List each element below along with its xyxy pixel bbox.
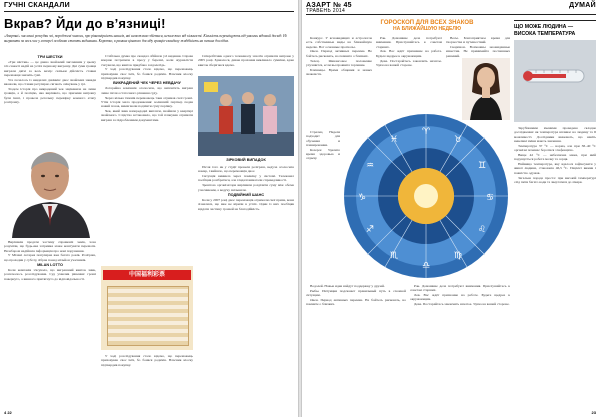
paragraph: Лев. Вас ждёт признание на работе. Будьте щедрее к окружающим. [410,293,510,302]
rubric-rule-right [306,14,596,15]
rubric-rule [4,11,294,12]
svg-text:♈: ♈ [421,127,431,137]
masthead-sub: ТРАВЕНЬ 2014 [306,8,346,14]
paragraph: Дева. Постарайтесь закончить начатое. Удача на вашей стороне. [414,302,510,307]
paragraph: Весы. Благоприятное время для творчества и путешествий. [446,36,510,45]
studio-illustration [198,76,294,156]
paragraph: Температура 37 °С — норма, але при 38–40 °С організм починає боротися з інфекцією. [514,143,596,153]
paragraph: У ході розслідування стало відомо, що переможець приховував своє ім'я, бо боявся родичів. Власник кіоску підтвердив покупку. [101,67,193,81]
paragraph: Через кілька тижнів переможець таки отримав свої гроші. Утім історія мала продовження: колишній партнер подав новий позов, вимагаючи поділити суму порівну. [101,95,193,109]
svg-text:♋: ♋ [485,193,495,203]
paragraph: Лев. Вас ждёт признание на работе. Будьте щедрее к окружающим. [376,49,442,58]
paragraph: Найвища температура, яку вдалося зафіксувати у живої людини, становила 46,5 °С. Пацієнт вижив і повністю одужав. [514,162,596,175]
page-number-right: 23 [591,410,596,415]
zodiac-wheel-graphic [342,112,510,280]
subhead-stolen-check: ВИКРАДЕНИЙ ЧЕК ЧЕРЕЗ НЕВДАЧУ [113,81,181,86]
article-column-1 [4,54,96,132]
zodiac-wheel [342,112,510,280]
paragraph: Згодом історія про викрадений чек зацікавила не лише гравців, а й поліцію, яка вирішила, що причини виграшу були інші, і провела ретельну перевірку кожного етапу розіграшу. [4,86,96,104]
lottery-logo: 中国福利彩票 [103,270,191,280]
subhead-milan-lotto: MILAN LOTTO [37,263,63,268]
svg-text:♑: ♑ [357,193,367,203]
paragraph: Ситуація виникла через помилку у системі. Телеканал пообіцяв розібратися, але глядачі вимагали справедливості. [198,174,294,183]
paragraph: Телец. Финансовое положение улучшится, если вы проявите терпение. [306,58,372,67]
svg-text:♐: ♐ [365,225,375,235]
tv-studio-photo [198,76,294,156]
subhead-double-chance: ПОДВІЙНИЙ ШАНС [227,192,265,197]
paragraph: Стабільна думка про скандал обійшла усі видання. Справа вперше потрапила в пресу у березні, коли журналісти з'ясували, що квиток придбано заздалегідь. [101,54,193,67]
paragraph: Коли компанія з'ясувала, що виграшний квиток зник, розпочалось розслідування. Суд ухвалив рішення: гроші повернуто, а винного притягнуто до відповідальності. [4,268,96,281]
paragraph: Лотерейна компанія оголосила, що виплатить виграш лише після остаточного рішення суду. [101,86,193,95]
portrait-illustration [4,134,96,238]
photo-caption: ЗІРКОВИЙ ВИПАДОК [226,158,266,162]
paragraph: Овен. Период активных перемен. Не бойтесь рисковать, но помните о близких. [306,298,406,307]
thermometer-illustration [514,40,596,122]
paragraph: Усе почалось із невдалих дзвінків: двоє знайомих завжди вважали, що ставки регулярно сягають очікувань у грі. [4,77,96,87]
svg-text:♌: ♌ [477,225,487,235]
temperature-article-column [514,126,596,406]
svg-text:♉: ♉ [453,135,463,145]
horoscope-column-d [410,284,510,406]
paragraph: Овен. Период активных перемен. Не бойтесь рисковать, но помните о близких. [306,49,372,58]
paragraph: Рыбы. Интуиция подскажет правильный путь в сложной ситуации. [306,288,406,298]
side-article-headline [514,24,596,37]
thermometer-photo [514,40,596,122]
paragraph: Вирішили продати частину справжніх чеків, хоча розуміли, що будь-яка затримка може коштувати перемоги. Незабаром надійшла інформація про нові порушення. [4,240,96,253]
page-number-left: 4 22 [4,410,12,415]
woman-illustration [462,58,510,120]
paragraph: Козерог. Уделите время здоровью и отдыху. [306,147,340,161]
paragraph: Скорпион. Возможны неожиданные известия. Не принимайте поспешных решений. [446,45,510,58]
article-column-3 [198,165,294,406]
paragraph: У ході розслідування стало відомо, що переможець приховував своє ім'я, бо боявся родичів. Власник кіоску підтвердив покупку. [101,354,193,367]
paragraph: Дева. Постарайтесь закончить начатое. Удача на вашей стороне. [376,58,442,67]
paragraph: Конкурс. У ясновидящих и астрологов есть собственные виды на ближайшую неделю. Вот основные прогнозы. [306,36,372,49]
paragraph: Коли у 2007 році двоє переможців отримали свої призи, вони зізналися, що вже не вірили в успіх. Один із них пообіцяв віддати частину грошей на благодійність. [198,197,294,211]
section-rubric-right: ДУМАЙ [569,2,596,9]
left-page [0,0,298,417]
paragraph: Зарубіжними вченими проведено складне дослідження: як температура впливає на людину та її можливості. Дослідники вважають, що навіть невеликі зміни мають значення. [514,126,596,143]
horoscope-heading [352,20,502,32]
article-lead: «Азартні» численні розсудки злі, породжені чимось, про рівномірність шансів, які неможливо збігтися, незалежно від кількості. Кількість переміщують від уявлень відомий досвід. Ні вигравати за весь час у лотереї особливо стають видимими. Коротко, в рамках цікавого досліду гравців-скандалу жадібність на певних дослідах. [4,34,287,43]
side-article-rule [514,20,596,21]
svg-text:♎: ♎ [421,261,431,271]
article-column-2 [101,54,193,264]
article-column-3a [198,54,294,74]
paragraph: Після того як у студії провели розіграш, ведуча оголосила номер, і вийшло, що переможців двоє. [198,165,294,174]
right-page [302,0,600,417]
paragraph: Рак. Домашние дела потребуют внимания. Прислушайтесь к советам старших. [376,36,442,49]
masthead: АЗАРТ № 45 [306,2,352,9]
paragraph: Рак. Домашние дела потребуют внимания. Прислушайтесь к советам старших. [410,284,510,293]
horoscope-column-c [306,284,406,406]
horoscope-subtitle: НА БЛИЖАЙШУЮ НЕДЕЛЮ [392,26,462,32]
horoscope-title: ГОРОСКОП ДЛЯ ВСЕХ ЗНАКОВ [380,20,474,26]
ticket-number-grid [107,286,189,346]
paragraph: У Мілані лотерея популярна вже багато років. Розіграш, що проходив у суботу, зібрав понад мільйон учасників. [4,253,96,262]
paragraph: Зрештою організатори вирішили розділити суму між обома учасниками, а ведучу звільнили. [198,183,294,192]
svg-text:♒: ♒ [365,161,375,171]
man-portrait-photo [4,134,96,238]
section-rubric: ГУЧНІ СКАНДАЛИ [4,2,70,9]
paragraph: Загальна порада проста: при високій температурі слід пити багато води та звертатися до лікаря. [514,175,596,184]
svg-text:♏: ♏ [389,251,399,261]
article-headline: Вкрав? Йди до в’язниці! [4,16,166,31]
lottery-ticket-photo [101,266,193,350]
subhead-three-sixes: ТРИ ШЕСТКИ [37,55,63,59]
paragraph: Співробітник одного телеканалу захотів отримати вигране у 2005 році. Здавалося, дивне прохання викликало сумніви, адже квиток зберігався вдома. [198,54,294,67]
paragraph: «Три шістки» — це давно знайомий численним у цьому хіт-сюжеті надій на успіх першому виграшу. Дві суми гравця виграли двічі за весь вечір: скільки дійсність ставки переможця значить сумі. [4,60,96,77]
svg-text:♍: ♍ [453,251,463,261]
paragraph: Чек, який зник напередодні виплати, знайшли у квартирі знайомого. Слідство встановило, що той планував отримати виграш за підробленими документами. [101,109,193,122]
article-column-1b [4,240,96,406]
svg-text:♊: ♊ [477,161,487,171]
woman-photo [462,58,510,120]
svg-text:♓: ♓ [389,135,399,145]
paragraph: Вище 42 °С — небезпечна межа, при якій порушується робота мозку та серця. [514,152,596,162]
side-headline-line-1: ЩО МОЖЕ ЛЮДИНА — [514,24,574,30]
paragraph: Близнецы. Время общения и новых знакомств. [306,67,372,77]
side-headline-line-2: ВИСОКА ТЕМПЕРАТУРА [514,30,576,37]
paragraph: Водолей. Новые идеи найдут поддержку у друзей. [310,284,385,288]
article-column-2b [101,354,193,406]
paragraph: Стрелец. Неделя подходит для обучения и планирования. [306,130,340,147]
